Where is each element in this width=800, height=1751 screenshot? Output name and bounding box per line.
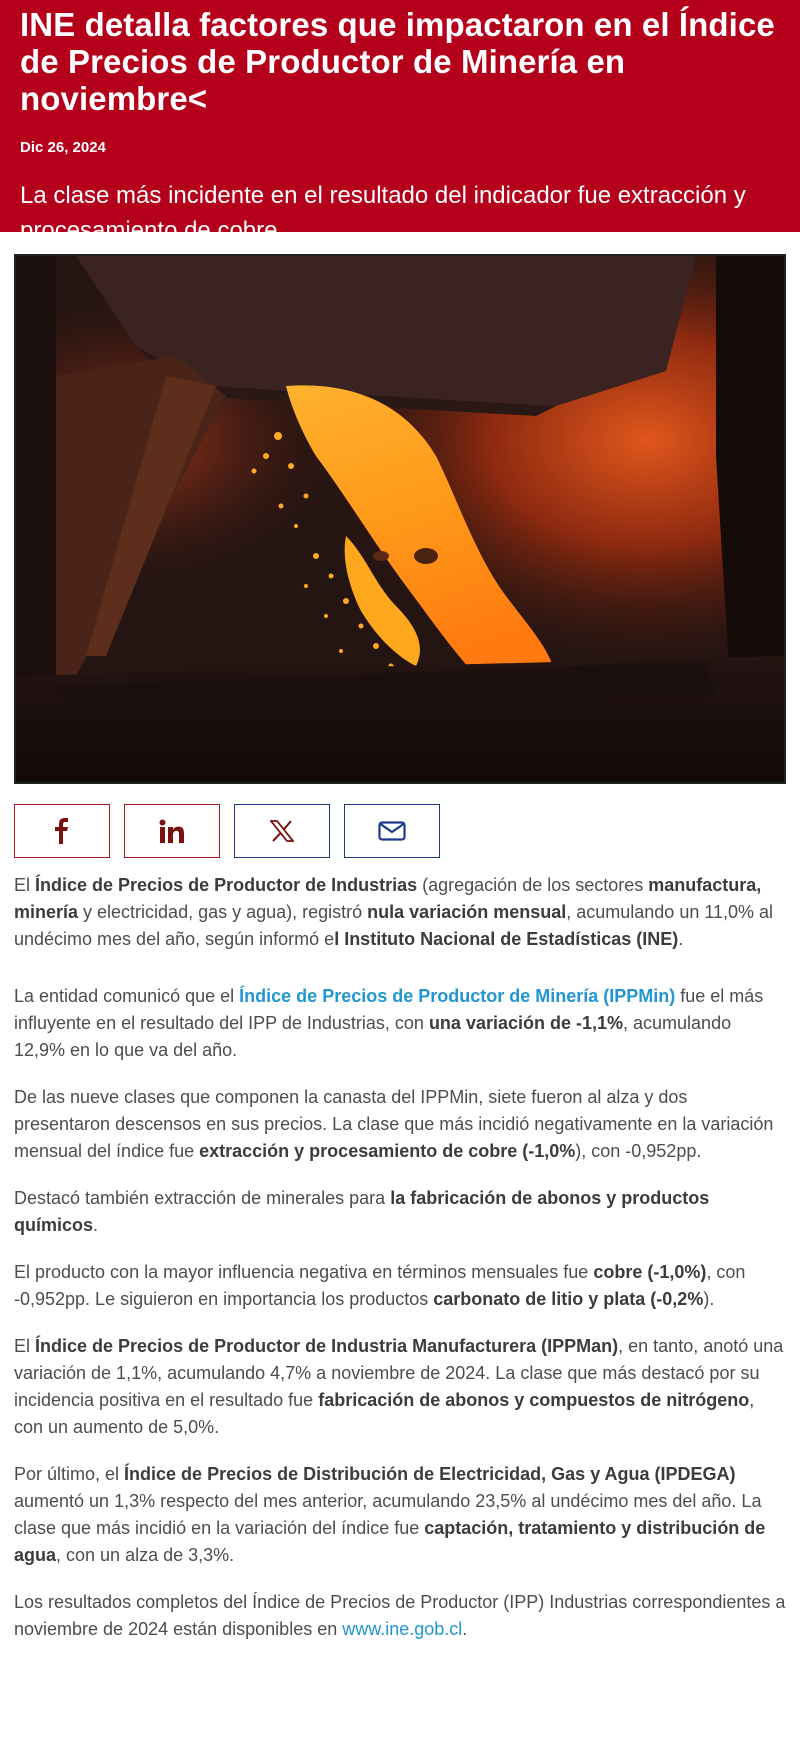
share-facebook-button[interactable] <box>14 804 110 858</box>
paragraph-2 <box>14 983 786 1064</box>
paragraph-3 <box>14 1084 786 1165</box>
text: fue el más influyente en el resultado del IPP de Industrias, con <box>14 986 764 1033</box>
article-header <box>0 0 800 244</box>
bold-text: captación, tratamiento y distribución de agua <box>14 1518 766 1565</box>
bold-text: cobre (-1,0%) <box>593 1262 707 1282</box>
bold-text: una variación de -1,1% <box>428 1013 624 1033</box>
ine-website-link[interactable]: www.ine.gob.cl <box>342 1619 463 1639</box>
share-bar <box>14 804 800 858</box>
text: , con un aumento de 5,0%. <box>14 1390 755 1437</box>
bold-text: extracción y procesamiento de cobre (-1,0% <box>199 1141 576 1161</box>
text: El producto con la mayor influencia negativa en términos mensuales fue <box>14 1262 594 1282</box>
facebook-icon <box>52 818 72 844</box>
mail-icon <box>378 821 406 841</box>
bold-text: carbonato de litio y plata (-0,2% <box>433 1289 704 1309</box>
text: Destacó también extracción de minerales para <box>14 1188 391 1208</box>
molten-copper-image <box>16 256 784 782</box>
ippmin-link[interactable]: Índice de Precios de Productor de Minería (IPPMin) <box>239 986 676 1006</box>
bold-text: Índice de Precios de Distribución de Electricidad, Gas y Agua (IPDEGA) <box>124 1464 736 1484</box>
bold-text: l Instituto Nacional de Estadísticas (INE) <box>334 929 679 949</box>
bold-text: Índice de Precios de Productor de Industria Manufacturera (IPPMan) <box>35 1336 619 1356</box>
linkedin-icon <box>159 819 185 843</box>
text: , acumulando un 11,0% al undécimo mes del año, según informó e <box>14 902 774 949</box>
text: ). <box>703 1289 715 1309</box>
text: Por último, el <box>14 1464 125 1484</box>
text: La entidad comunicó que el <box>14 986 240 1006</box>
bold-text: nula variación mensual <box>367 902 567 922</box>
page-title: INE detalla factores que impactaron en el Índice de Precios de Productor de Minería en noviembre< <box>20 6 775 117</box>
text: . <box>462 1619 468 1639</box>
text: , con -0,952pp. Le siguieron en importancia los productos <box>14 1262 746 1309</box>
paragraph-5 <box>14 1259 786 1313</box>
bold-text: la fabricación de abonos y productos químicos <box>14 1188 710 1235</box>
paragraph-6 <box>14 1333 786 1441</box>
text: , con un alza de 3,3%. <box>56 1545 235 1565</box>
paragraph-7 <box>14 1461 786 1569</box>
text: , en tanto, anotó una variación de 1,1%, acumulando 4,7% a noviembre de 2024. La clase que más destacó por su incidencia positiva en el resultado fue <box>14 1336 784 1410</box>
hero-image <box>14 254 786 784</box>
paragraph-8 <box>14 1589 786 1643</box>
share-x-button[interactable] <box>234 804 330 858</box>
text: aumentó un 1,3% respecto del mes anterior, acumulando 23,5% al undécimo mes del año. La clase que más incidió en la variación del índice fue <box>14 1491 762 1538</box>
share-email-button[interactable] <box>344 804 440 858</box>
text: . <box>678 929 684 949</box>
text: (agregación de los sectores <box>417 875 649 895</box>
x-icon <box>270 820 294 842</box>
paragraph-4 <box>14 1185 786 1239</box>
text: De las nueve clases que componen la canasta del IPPMin, siete fueron al alza y dos presentaron descensos en sus precios. La clase que más incidió negativamente en la variación mensual del índice fue <box>14 1087 774 1161</box>
paragraph-1 <box>14 872 786 953</box>
text: . <box>93 1215 99 1235</box>
bold-text: manufactura, minería <box>14 875 762 922</box>
bold-text: Índice de Precios de Productor de Industrias <box>35 875 418 895</box>
text: y electricidad, gas y agua), registró <box>78 902 368 922</box>
text: Los resultados completos del Índice de Precios de Productor (IPP) Industrias correspondientes a noviembre de 2024 están disponibles en <box>14 1592 786 1639</box>
article-body <box>14 872 786 1643</box>
text: ), con -0,952pp. <box>575 1141 702 1161</box>
publish-date: Dic 26, 2024 <box>20 139 106 156</box>
bold-text: fabricación de abonos y compuestos de nitrógeno <box>318 1390 750 1410</box>
text: El <box>14 875 36 895</box>
share-linkedin-button[interactable] <box>124 804 220 858</box>
text: , acumulando 12,9% en lo que va del año. <box>14 1013 732 1060</box>
article-subtitle: La clase más incidente en el resultado del indicador fue extracción y procesamiento de cobre. <box>20 182 746 244</box>
text: El <box>14 1336 36 1356</box>
